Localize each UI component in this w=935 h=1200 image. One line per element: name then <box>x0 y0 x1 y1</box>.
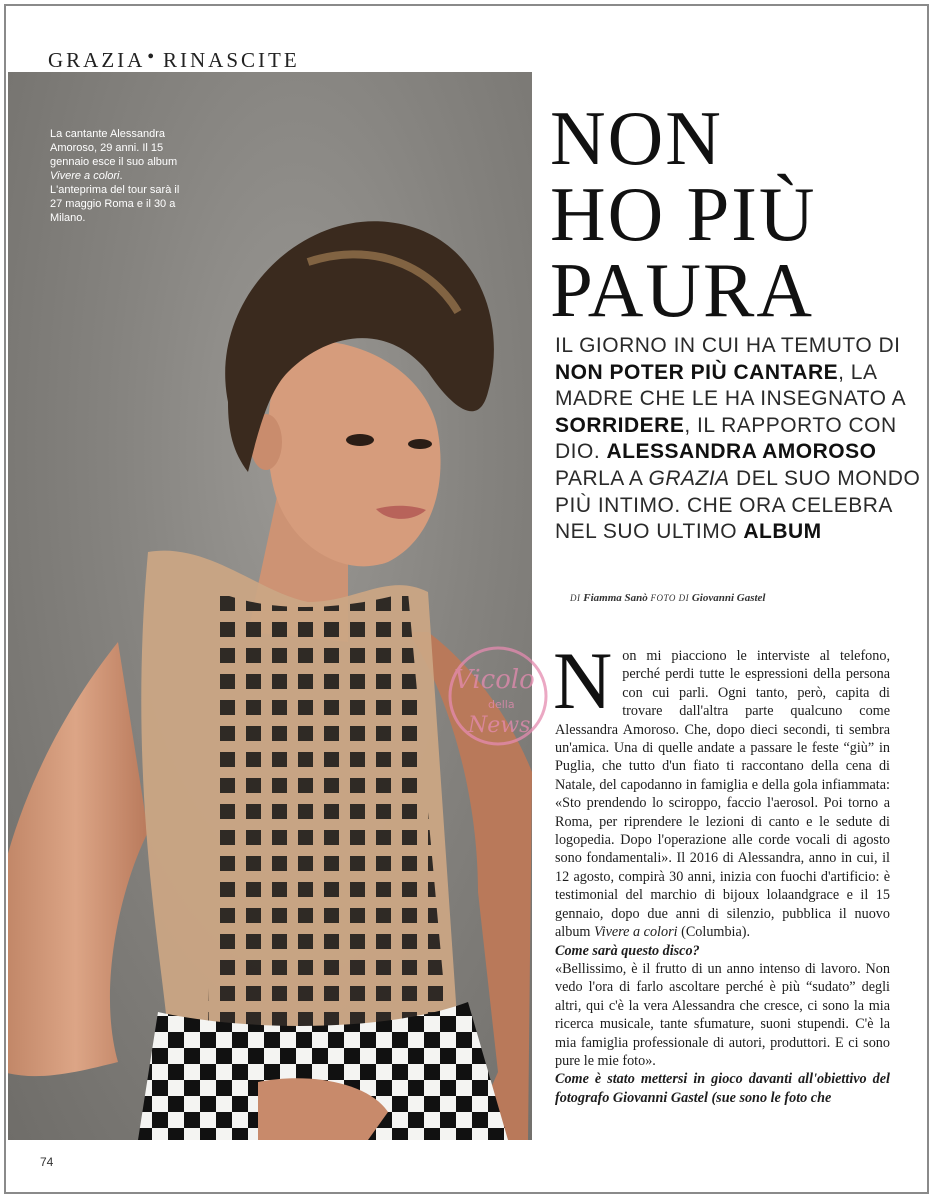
subtitle-part: , IL RAPPORTO CON DIO. <box>555 413 897 464</box>
caption-album-title: Vivere a colori <box>50 170 120 182</box>
byline-photographer: Giovanni Gastel <box>691 592 766 604</box>
subtitle-bold: NON POTER PIÙ CANTARE <box>555 360 839 384</box>
caption-text: La cantante Alessandra Amoroso, 29 anni. Il 15 gennaio esce il suo album <box>50 128 178 168</box>
subtitle-part: DEL SUO MONDO PIÙ INTIMO. CHE ORA CELEBRA NEL SUO ULTIMO <box>555 466 921 544</box>
subtitle-part: IL GIORNO IN CUI HA TEMUTO DI <box>555 334 901 357</box>
watermark-text-2: della <box>488 698 515 711</box>
article-body <box>553 635 890 1107</box>
body-paragraph: on mi piacciono le interviste al telefono, perché perdi tutte le espressioni della persona con cui parli. Ogni tanto, però, capita di trovare dall'altra parte qualcuno come Alessandra Amoroso. Che, dopo dieci secondi, ti sembra un'amica. Una di quelle andate a passare le feste “giù” in Puglia, che tutto d'un fiato ti raccontano della cena di Natale, del capodanno in famiglia e della gola infiammata: «Sto prendendo lo sciroppo, faccio l'aerosol. Poi torno a Roma, per riprendere le lezioni di canto e le sedute di logopedia. Dopo l'operazione alle corde vocali di agosto sono fondamentali». Il 2016 di Alessandra, anno in cui, il 12 agosto, compirà 30 anni, inizia con fuochi d'artificio: è testimonial del marchio di bijoux lolaandgrace e il 15 gennaio, dopo due anni di silenzio, pubblica il nuovo album <box>555 648 890 941</box>
byline-author: Fiamma Sanò <box>583 592 651 604</box>
interview-answer: «Bellissimo, è il frutto di un anno intenso di lavoro. Non vedo l'ora di farlo ascoltare perché è più “sudato” degli altri, qui c'è la vera Alessandra che cresce, ci sono la mia ricerca musicale, tante sfumature, suoni stupendi. C'è la mia famiglia professionale di autori, produttori. E ci sono pure le mie foto». <box>555 960 890 1069</box>
title-line-2: HO PIÙ <box>550 171 817 257</box>
byline-label: DI <box>570 593 584 603</box>
portrait-photo <box>8 72 532 1140</box>
magazine-name: GRAZIA <box>48 48 146 72</box>
caption-text-end: . L'anteprima del tour sarà il 27 maggio Roma e il 30 a Milano. <box>50 170 180 224</box>
watermark-text-1: Vicolo <box>454 665 535 695</box>
portrait-illustration <box>8 72 532 1140</box>
subtitle-bold: SORRIDERE <box>555 413 685 437</box>
header-dot: ● <box>147 50 157 62</box>
subtitle-bold: ALBUM <box>743 520 822 544</box>
photo-caption <box>50 127 180 225</box>
subtitle-italic: GRAZIA <box>648 466 730 490</box>
body-album-title: Vivere a colori <box>594 924 678 941</box>
section-header <box>48 48 300 73</box>
page-number: 74 <box>40 1155 54 1169</box>
section-name: RINASCITE <box>162 48 300 72</box>
watermark-logo <box>418 640 578 750</box>
body-paragraph-end: (Columbia). <box>677 924 751 941</box>
article-subtitle <box>555 333 925 546</box>
byline-label: FOTO DI <box>650 593 692 603</box>
title-line-3: PAURA <box>550 247 814 333</box>
watermark-text-3: News <box>468 713 531 738</box>
drop-cap: N <box>553 635 613 726</box>
subtitle-part: PARLA A <box>555 466 649 490</box>
subtitle-part: , LA MADRE CHE LE HA INSEGNATO A <box>555 360 905 411</box>
subtitle-bold: ALESSANDRA AMOROSO <box>606 440 877 464</box>
title-line-1: NON <box>550 95 723 181</box>
article-title <box>550 95 930 333</box>
interview-question: Come è stato mettersi in gioco davanti all'obiettivo del fotografo Giovanni Gastel (sue sono le foto che <box>555 1071 890 1106</box>
byline <box>570 592 870 604</box>
interview-question: Come sarà questo disco? <box>555 942 700 959</box>
